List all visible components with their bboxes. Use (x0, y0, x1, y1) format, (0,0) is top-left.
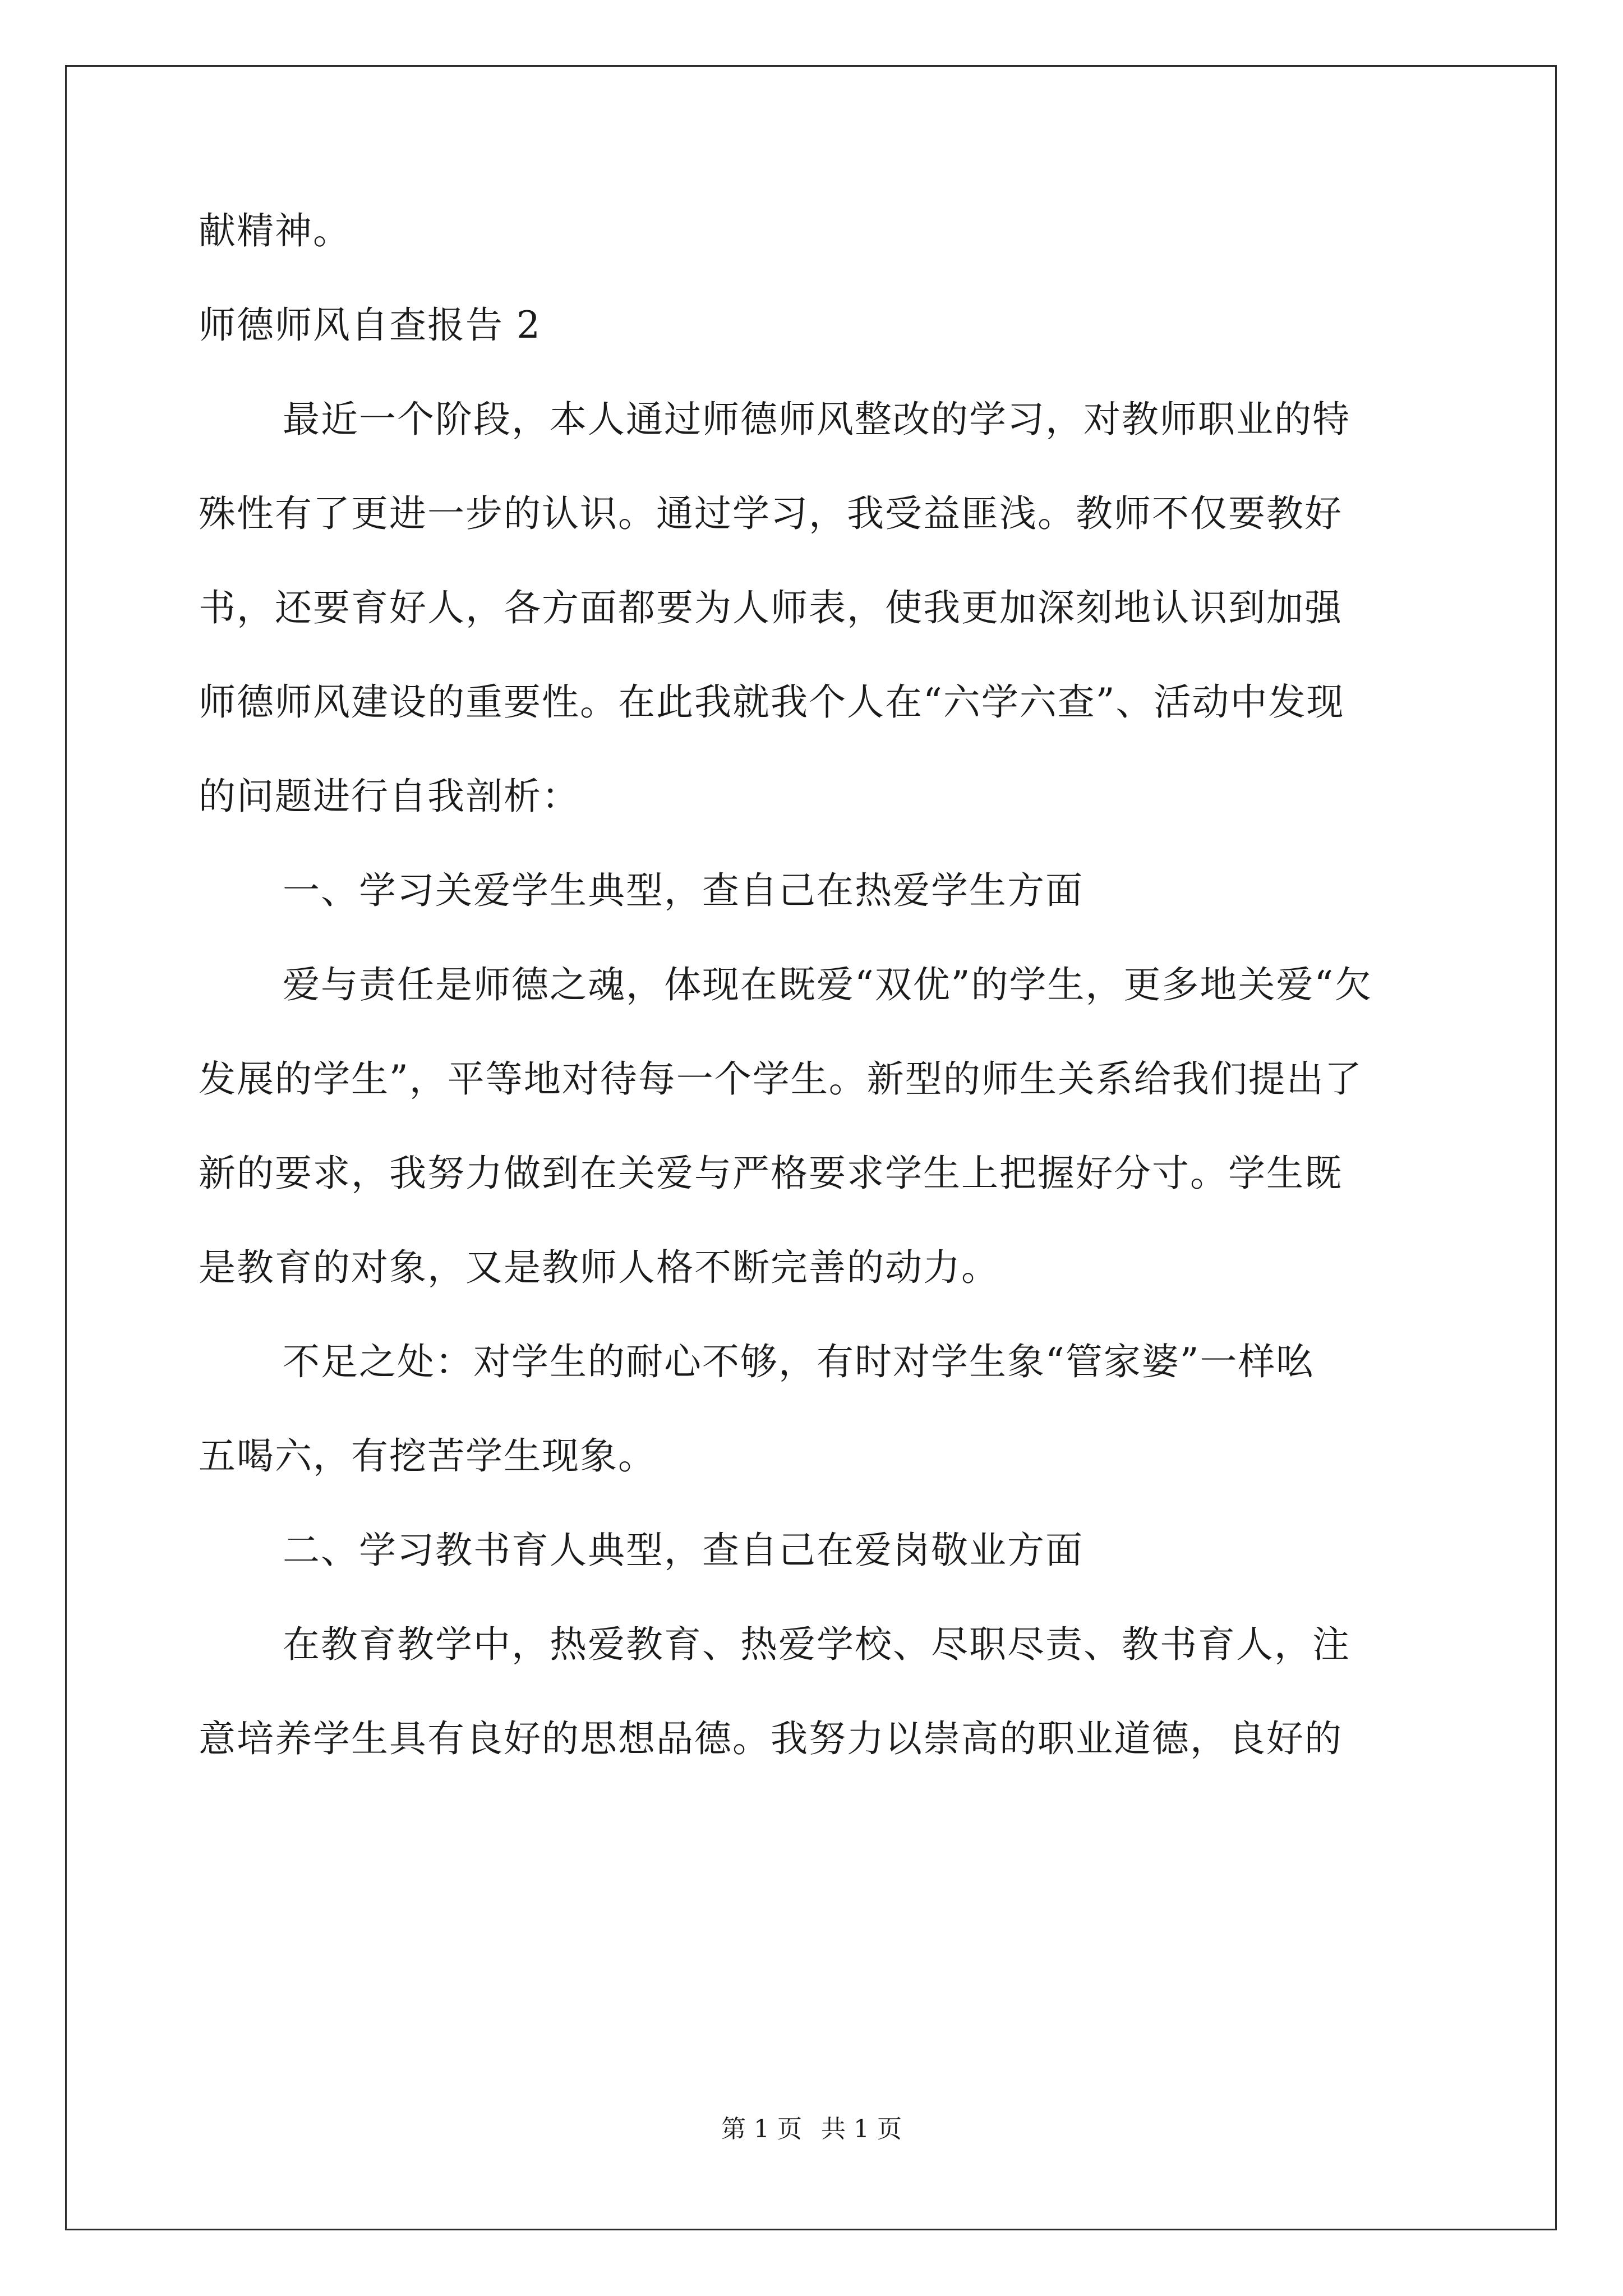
page-number: 第 1 页 (721, 2115, 802, 2143)
text-line-3: 最近一个阶段，本人通过师德师风整改的学习，对教师职业的特 (283, 398, 1350, 441)
text-line-10: 发展的学生”，平等地对待每一个学生。新型的师生关系给我们提出了 (199, 1057, 1363, 1101)
text-line-11: 新的要求，我努力做到在关爱与严格要求学生上把握好分寸。学生既 (199, 1152, 1343, 1195)
page-footer (0, 2114, 1623, 2145)
subheading-2: 二、学习教书育人典型，查自己在爱岗敬业方面 (283, 1529, 1083, 1572)
subheading-1: 一、学习关爱学生典型，查自己在热爱学生方面 (283, 869, 1083, 912)
text-line-5: 书，还要育好人，各方面都要为人师表，使我更加深刻地认识到加强 (199, 586, 1343, 629)
text-line-17: 意培养学生具有良好的思想品德。我努力以崇高的职业道德，良好的 (199, 1717, 1343, 1760)
text-line-13: 不足之处：对学生的耐心不够，有时对学生象“管家婆”一样吆 (283, 1340, 1315, 1383)
page-total: 共 1 页 (821, 2115, 902, 2143)
text-line-12: 是教育的对象，又是教师人格不断完善的动力。 (199, 1246, 999, 1289)
page-frame (65, 65, 1557, 2230)
text-line-9: 爱与责任是师德之魂，体现在既爱“双优”的学生，更多地关爱“欠 (283, 963, 1373, 1006)
section-heading: 师德师风自查报告 2 (199, 303, 541, 347)
text-line-4: 殊性有了更进一步的认识。通过学习，我受益匪浅。教师不仅要教好 (199, 492, 1343, 535)
text-line-14: 五喝六，有挖苦学生现象。 (199, 1434, 656, 1478)
text-line-16: 在教育教学中，热爱教育、热爱学校、尽职尽责、教书育人，注 (283, 1623, 1350, 1666)
text-line-6: 师德师风建设的重要性。在此我就我个人在“六学六查”、活动中发现 (199, 680, 1345, 724)
text-line-1: 献精神。 (199, 209, 351, 252)
text-line-7: 的问题进行自我剖析： (199, 775, 580, 818)
